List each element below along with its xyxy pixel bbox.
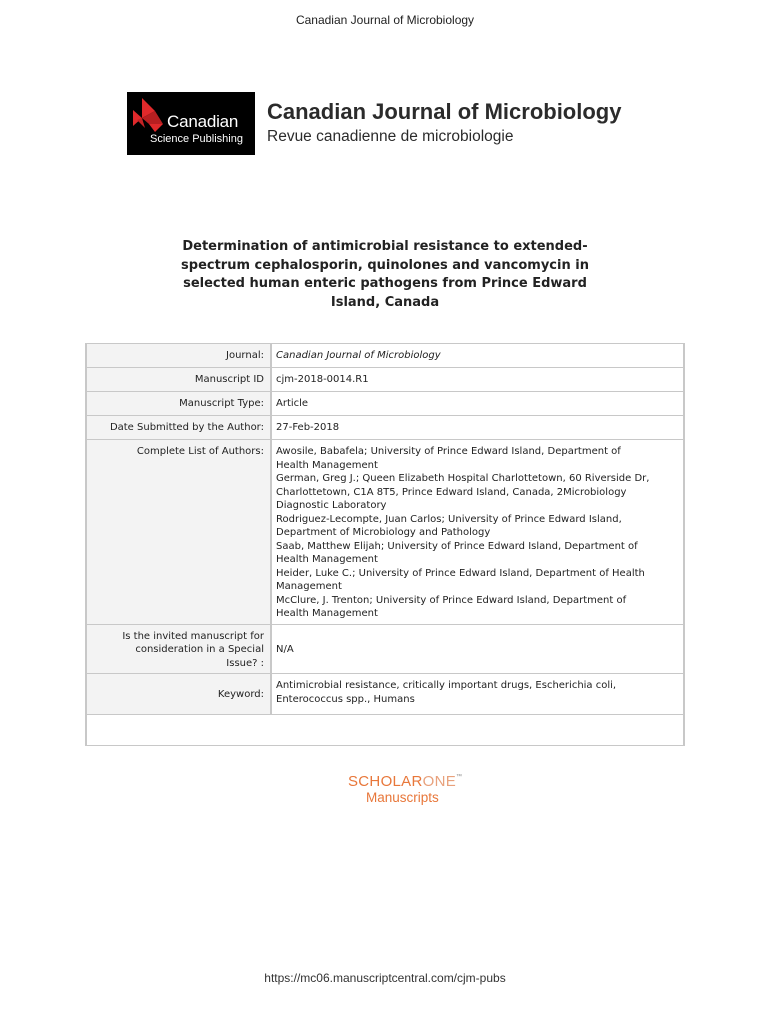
special-issue-label xyxy=(86,624,271,674)
scholarone-manuscripts: Manuscripts xyxy=(366,790,439,805)
table-row-journal xyxy=(86,344,684,368)
author-line: Charlottetown, C1A 8T5, Prince Edward Island, Canada, 2Microbiology xyxy=(276,486,627,498)
scholarone-logo xyxy=(348,773,468,805)
manuscript-metadata-table xyxy=(85,343,685,746)
table-row-authors xyxy=(86,440,684,625)
manuscript-id-label: Manuscript ID xyxy=(86,368,271,392)
keyword-label: Keyword: xyxy=(86,674,271,715)
manuscript-type-label: Manuscript Type: xyxy=(86,392,271,416)
scholarone-wordmark xyxy=(348,773,468,790)
journal-logo-block xyxy=(127,92,622,155)
paper-title-line: Determination of antimicrobial resistance to extended- xyxy=(182,239,588,254)
scholarone-tm: ™ xyxy=(456,774,463,780)
author-line: Health Management xyxy=(276,459,378,471)
author-line: Health Management xyxy=(276,608,378,619)
author-line: McClure, J. Trenton; University of Prince Edward Island, Department of xyxy=(276,594,627,606)
author-line: Rodriguez-Lecompte, Juan Carlos; University of Prince Edward Island, xyxy=(276,513,622,525)
author-line: Heider, Luke C.; University of Prince Edward Island, Department of Health xyxy=(276,567,645,579)
logo-subtext: Science Publishing xyxy=(150,133,243,145)
scholarone-one: ONE xyxy=(422,773,457,790)
date-submitted-value: 27-Feb-2018 xyxy=(271,416,684,440)
manuscript-type-value: Article xyxy=(271,392,684,416)
footer-url: https://mc06.manuscriptcentral.com/cjm-pubs xyxy=(264,971,506,985)
authors-value xyxy=(271,440,684,625)
journal-value: Canadian Journal of Microbiology xyxy=(271,344,684,368)
manuscript-id-value: cjm-2018-0014.R1 xyxy=(271,368,684,392)
special-issue-value: N/A xyxy=(271,624,684,674)
author-line: Awosile, Babafela; University of Prince Edward Island, Department of xyxy=(276,446,621,457)
table-row-manuscript-id xyxy=(86,368,684,392)
maple-leaf-icon xyxy=(133,98,167,134)
csp-logo xyxy=(127,92,255,155)
paper-title-line: spectrum cephalosporin, quinolones and vancomycin in xyxy=(181,257,589,273)
paper-title-line: selected human enteric pathogens from Prince Edward xyxy=(183,276,587,291)
table-row-manuscript-type xyxy=(86,392,684,416)
journal-subtitle: Revue canadienne de microbiologie xyxy=(267,128,514,145)
author-line: Saab, Matthew Elijah; University of Prince Edward Island, Department of xyxy=(276,540,638,552)
running-header: Canadian Journal of Microbiology xyxy=(295,13,475,27)
special-issue-label-line: Issue? : xyxy=(226,657,264,669)
author-line: Management xyxy=(276,581,342,592)
blank-cell xyxy=(86,715,684,746)
table-row-keyword xyxy=(86,674,684,715)
keyword-line: Enterococcus spp., Humans xyxy=(276,693,415,705)
special-issue-label-line: Is the invited manuscript for xyxy=(122,630,264,642)
author-line: Diagnostic Laboratory xyxy=(276,500,387,511)
paper-title xyxy=(150,238,620,312)
table-row-special-issue xyxy=(86,624,684,674)
keyword-line: Antimicrobial resistance, critically important drugs, Escherichia coli, xyxy=(276,680,617,691)
logo-word: Canadian xyxy=(167,112,239,131)
authors-label: Complete List of Authors: xyxy=(86,440,271,625)
special-issue-label-line: consideration in a Special xyxy=(135,644,264,655)
journal-title: Canadian Journal of Microbiology xyxy=(267,99,622,124)
author-line: German, Greg J.; Queen Elizabeth Hospital Charlottetown, 60 Riverside Dr, xyxy=(276,473,650,484)
table-row-blank xyxy=(86,715,684,746)
paper-title-line: Island, Canada xyxy=(330,294,440,310)
table-row-date-submitted xyxy=(86,416,684,440)
author-line: Department of Microbiology and Pathology xyxy=(276,527,491,538)
keyword-value xyxy=(271,674,684,715)
date-submitted-label: Date Submitted by the Author: xyxy=(86,416,271,440)
journal-label: Journal: xyxy=(86,344,271,368)
author-line: Health Management xyxy=(276,554,378,565)
scholarone-scholar: SCHOLAR xyxy=(348,773,423,790)
